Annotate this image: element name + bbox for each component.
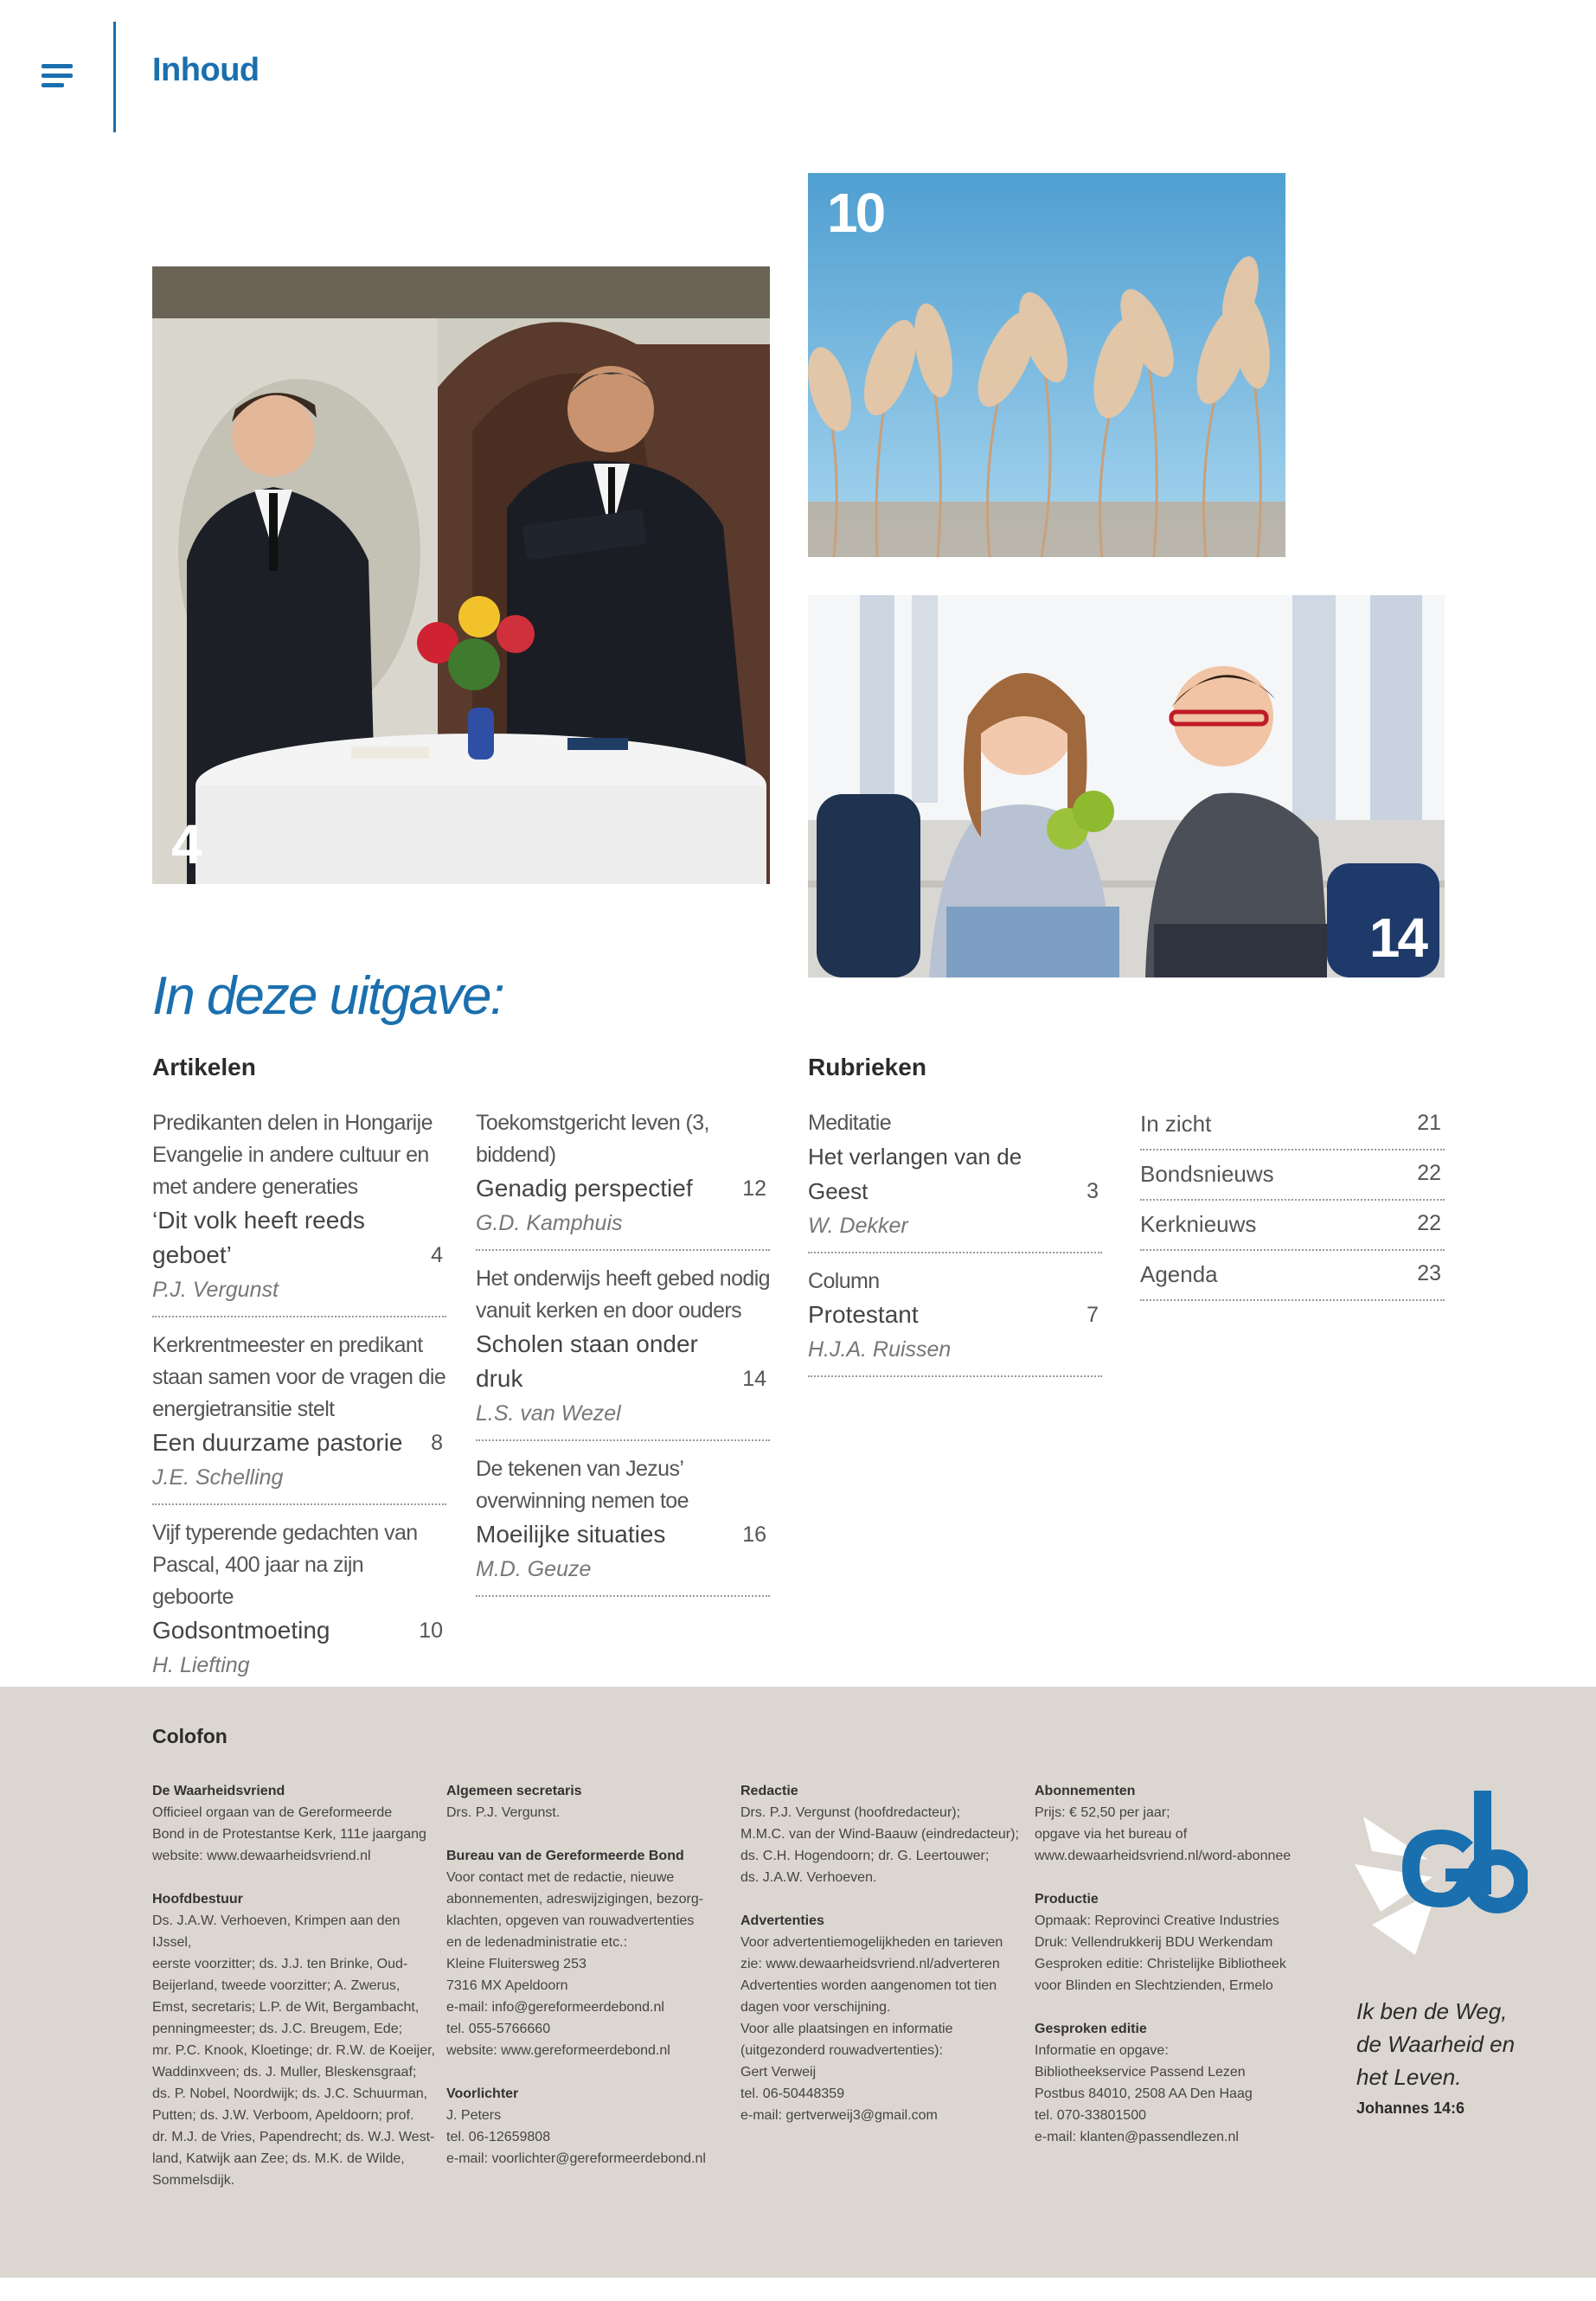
quote-line: Ik ben de Weg, [1356,1998,1508,2024]
colofon-line[interactable]: e-mail: gertverweij3@gmail.com [740,2108,938,2123]
colofon-line: tel. 06-12659808 [446,2130,551,2144]
toc-entry-page: 22 [1417,1161,1441,1185]
colofon-column-2 [446,1780,732,2170]
menu-icon[interactable] [42,64,73,88]
colofon-section-heading: Abonnementen [1035,1784,1136,1798]
colofon-line: Voor contact met de redactie, nieuwe [446,1870,675,1885]
gb-logo-icon [1355,1782,1528,1968]
toc-entry-label: Kerknieuws [1140,1211,1257,1237]
toc-entry-title-text: Godsontmoeting [152,1617,330,1644]
colofon-section-heading: Algemeen secretaris [446,1784,582,1798]
bible-quote-reference: Johannes 14:6 [1356,2099,1465,2117]
toc-entry-title [476,1517,770,1552]
toc-entry-page: 4 [431,1243,443,1267]
colofon-line: Druk: Vellendrukkerij BDU Werkendam [1035,1935,1273,1950]
colofon-line: Drs. P.J. Vergunst. [446,1805,561,1820]
colofon-line[interactable]: zie: www.dewaarheidsvriend.nl/adverteren [740,1957,1000,1971]
colofon-line: Voor alle plaatsingen en informatie [740,2022,953,2036]
rubrieken-heading: Rubrieken [808,1054,926,1080]
colofon-line: Gert Verweij [740,2065,817,2080]
toc-entry-page: 3 [1086,1179,1099,1203]
colofon-line: Drs. P.J. Vergunst (hoofdredacteur); [740,1805,961,1820]
colofon-line: en de ledenadministratie etc.: [446,1935,628,1950]
colofon-line: opgave via het bureau of [1035,1827,1188,1842]
bible-quote [1356,1995,1515,2093]
colofon-line: ds. C.H. Hogendoorn; dr. G. Leertouwer; [740,1849,990,1863]
colofon-line: Officieel orgaan van de Gereformeerde [152,1805,393,1820]
colofon-line[interactable]: website: www.gereformeerdebond.nl [446,2043,670,2058]
toc-entry-article[interactable] [476,1263,770,1441]
toc-entry-page: 8 [431,1431,443,1455]
toc-entry-article[interactable] [152,1107,446,1317]
colofon-line: M.M.C. van der Wind-Baauw (eindredacteur); [740,1827,1019,1842]
toc-entry-author: H.J.A. Ruissen [808,1337,952,1362]
colofon-line: eerste voorzitter; ds. J.J. ten Brinke, Oud- [152,1957,408,1971]
toc-entry-title [152,1613,446,1648]
artikelen-heading: Artikelen [152,1054,256,1080]
colofon-line: Waddinxveen; ds. J. Muller, Bleskensgraaf; [152,2065,417,2080]
colofon-section-heading: Advertenties [740,1913,824,1928]
colofon-panel [0,1687,1596,2278]
colofon-line: Prijs: € 52,50 per jaar; [1035,1805,1170,1820]
photo-page-number: 4 [171,813,200,875]
colofon-spacer [446,1823,732,1845]
toc-entry-short[interactable] [1140,1201,1445,1251]
toc-entry-title-text: Moeilijke situaties [476,1521,666,1548]
colofon-column-4 [1035,1780,1320,2148]
article-photo-grass[interactable] [808,173,1285,557]
toc-entry-title [152,1426,446,1460]
toc-entry-title-text: Een duurzame pastorie [152,1429,403,1456]
artikelen-column-1 [152,1107,446,1705]
toc-entry-rubriek[interactable] [808,1266,1102,1377]
toc-entry-page: 14 [742,1367,766,1391]
colofon-line: Beijerland, tweede voorzitter; A. Zwerus, [152,1978,401,1993]
toc-entry-page: 10 [419,1618,443,1643]
toc-entry-article[interactable] [152,1517,446,1693]
colofon-line: J. Peters [446,2108,502,2123]
colofon-section-heading: Productie [1035,1892,1099,1907]
colofon-line[interactable]: website: www.dewaarheidsvriend.nl [152,1849,371,1863]
toc-entry-page: 23 [1417,1261,1441,1285]
colofon-line[interactable]: e-mail: voorlichter@gereformeerdebond.nl [446,2151,706,2166]
toc-entry-label: In zicht [1140,1111,1212,1137]
toc-entry-page: 16 [742,1522,766,1547]
colofon-line: mr. P.C. Knook, Kloetinge; dr. R.W. de Koeijer, [152,2043,435,2058]
colofon-spacer [1035,1867,1320,1888]
toc-entry-rubriek[interactable] [808,1107,1102,1253]
colofon-spacer [740,1888,1026,1910]
toc-entry-title [476,1327,770,1396]
colofon-line: Informatie en opgave: [1035,2043,1169,2058]
colofon-section-heading: Hoofdbestuur [152,1892,243,1907]
colofon-spacer [446,2061,732,2083]
colofon-line: ds. P. Nobel, Noordwijk; ds. J.C. Schuurman, [152,2086,428,2101]
toc-entry-short[interactable] [1140,1150,1445,1201]
article-photo-kids[interactable] [808,595,1445,977]
colofon-line: land, Katwijk aan Zee; ds. M.K. de Wilde, [152,2151,405,2166]
toc-entry-intro: Predikanten delen in Hongarije Evangelie in andere cultuur en met andere generaties [152,1111,433,1199]
toc-entry-page: 22 [1417,1211,1441,1235]
colofon-column-1 [152,1780,438,2191]
toc-entry-page: 12 [742,1176,766,1201]
toc-entry-short[interactable] [1140,1100,1445,1150]
colofon-line: tel. 06-50448359 [740,2086,845,2101]
toc-entry-title-text: Genadig perspectief [476,1175,693,1202]
contents-heading: In deze uitgave: [152,966,503,1026]
toc-entry-title [808,1139,1102,1208]
toc-entry-short[interactable] [1140,1251,1445,1301]
toc-entry-page: 7 [1086,1303,1099,1327]
toc-entry-rubric: Meditatie [808,1111,892,1135]
toc-entry-label: Agenda [1140,1261,1218,1287]
page-title: Inhoud [152,52,260,88]
colofon-line: 7316 MX Apeldoorn [446,1978,568,1993]
colofon-line: abonnementen, adreswijzigingen, bezorg- [446,1892,704,1907]
toc-entry-label: Bondsnieuws [1140,1161,1274,1187]
colofon-line: penningmeester; ds. J.C. Breugem, Ede; [152,2022,403,2036]
colofon-line: klachten, opgeven van rouwadvertenties [446,1913,695,1928]
colofon-line: tel. 055-5766660 [446,2022,551,2036]
colofon-line: Postbus 84010, 2508 AA Den Haag [1035,2086,1253,2101]
colofon-line[interactable]: e-mail: klanten@passendlezen.nl [1035,2130,1239,2144]
rubrieken-column-1 [808,1107,1102,1389]
toc-entry-intro: Toekomstgericht leven (3, biddend) [476,1111,709,1167]
colofon-title: Colofon [152,1725,228,1747]
toc-entry-author: G.D. Kamphuis [476,1211,623,1235]
toc-entry-author: P.J. Vergunst [152,1278,279,1302]
quote-line: het Leven. [1356,2064,1462,2090]
photo-preachers-image [152,266,770,884]
toc-entry-title [808,1298,1102,1332]
colofon-line: Opmaak: Reprovinci Creative Industries [1035,1913,1279,1928]
colofon-line[interactable]: e-mail: info@gereformeerdebond.nl [446,2000,664,2015]
colofon-line: Sommelsdijk. [152,2173,235,2188]
colofon-line[interactable]: www.dewaarheidsvriend.nl/word-abonnee [1035,1849,1292,1863]
toc-entry-title [152,1203,446,1272]
toc-entry-article[interactable] [476,1453,770,1597]
header-divider [113,22,116,132]
toc-entry-title-text: Het verlangen van de Geest [808,1144,1022,1204]
toc-entry-rubric: Column [808,1269,880,1293]
colofon-line: Emst, secretaris; L.P. de Wit, Bergambacht, [152,2000,420,2015]
colofon-line: Ds. J.A.W. Verhoeven, Krimpen aan den IJssel, [152,1913,401,1950]
photo-page-number: 10 [827,182,884,244]
toc-entry-intro: De tekenen van Jezus’ overwinning nemen toe [476,1457,689,1513]
colofon-line: tel. 070-3380150​0 [1035,2108,1146,2123]
toc-entry-author: L.S. van Wezel [476,1401,621,1426]
colofon-line: Bibliotheekservice Passend Lezen [1035,2065,1246,2080]
colofon-line: dr. M.J. de Vries, Papendrecht; ds. W.J. West- [152,2130,435,2144]
colofon-section-heading: Gesproken editie [1035,2022,1147,2036]
colofon-section-heading: Voorlichter [446,2086,519,2101]
toc-entry-author: W. Dekker [808,1214,908,1238]
colofon-spacer [152,1867,438,1888]
artikelen-column-2 [476,1107,770,1609]
colofon-section-heading: Bureau van de Gereformeerde Bond [446,1849,684,1863]
colofon-spacer [1035,1997,1320,2018]
colofon-line: Gesproken editie: Christelijke Bibliotheek [1035,1957,1286,1971]
colofon-line: Bond in de Protestantse Kerk, 111e jaargang [152,1827,426,1842]
article-photo-hongarije[interactable] [152,266,770,884]
toc-entry-intro: Het onderwijs heeft gebed nodig vanuit kerken en door ouders [476,1266,770,1323]
colofon-section-heading: De Waarheidsvriend [152,1784,285,1798]
toc-entry-author: H. Liefting [152,1653,250,1677]
toc-entry-title-text: Protestant [808,1301,919,1328]
colofon-line: dagen voor verschijning. [740,2000,891,2015]
toc-entry-intro: Vijf typerende gedachten van Pascal, 400 jaar na zijn geboorte [152,1521,418,1609]
toc-entry-author: J.E. Schelling [152,1465,284,1490]
colofon-line: Putten; ds. J.W. Verboom, Apeldoorn; prof. [152,2108,414,2123]
toc-entry-intro: Kerkrentmeester en predikant staan samen voor de vragen die energietransitie stelt [152,1333,446,1421]
colofon-section-heading: Redactie [740,1784,798,1798]
toc-entry-title [476,1171,770,1206]
toc-entry-title-text: ‘Dit volk heeft reeds geboet’ [152,1207,365,1268]
toc-entry-article[interactable] [152,1330,446,1505]
quote-line: de Waarheid en [1356,2031,1516,2057]
toc-entry-article[interactable] [476,1107,770,1251]
toc-entry-page: 21 [1417,1111,1441,1135]
toc-entry-author: M.D. Geuze [476,1557,592,1581]
colofon-column-3 [740,1780,1026,2126]
colofon-line: (uitgezonderd rouwadvertenties): [740,2043,943,2058]
photo-page-number: 14 [1368,907,1426,969]
toc-entry-title-text: Scholen staan onder druk [476,1330,698,1392]
photo-kids-image [808,595,1445,977]
colofon-line: Advertenties worden aangenomen tot tien [740,1978,997,1993]
colofon-line: Voor advertentiemogelijkheden en tarieven [740,1935,1003,1950]
colofon-line: voor Blinden en Slechtzienden, Ermelo [1035,1978,1273,1993]
colofon-line: Kleine Fluitersweg 253 [446,1957,586,1971]
colofon-line: ds. J.A.W. Verhoeven. [740,1870,877,1885]
rubrieken-column-2 [1140,1100,1445,1301]
